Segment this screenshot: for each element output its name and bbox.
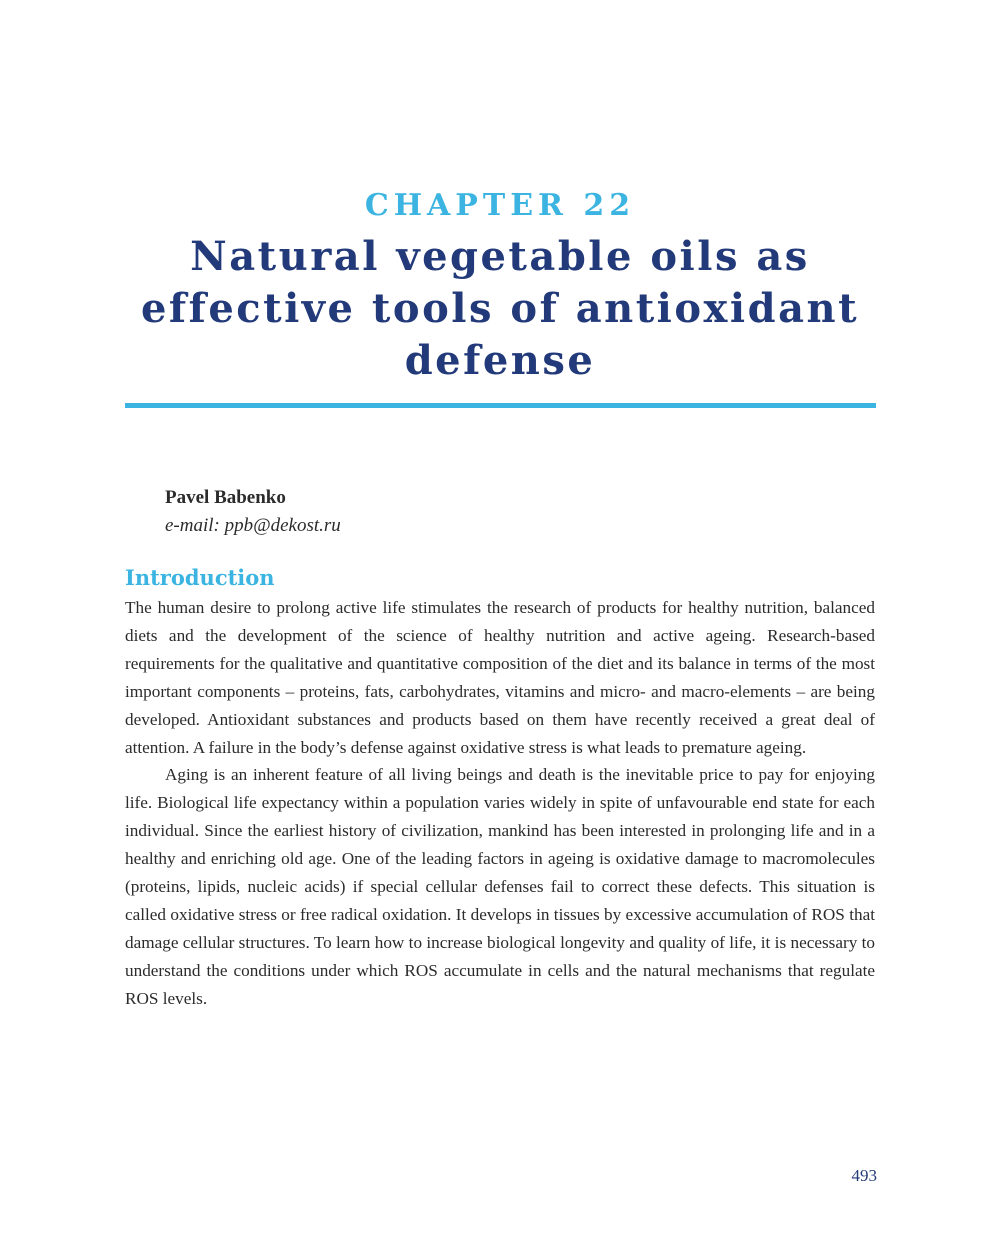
chapter-title: Natural vegetable oils as effective tools of antioxidant defense [140, 233, 860, 384]
author-email: e-mail: ppb@dekost.ru [165, 515, 341, 536]
title-divider [125, 403, 876, 408]
paragraph-2: Aging is an inherent feature of all living beings and death is the inevitable price to pay for enjoying life. Biological life expectancy within a population varies widely in spite of unfavourable end state for each individual. Since the earliest history of civilization, mankind has been interested in prolonging life and in a healthy and enriching old age. One of the leading factors in ageing is oxidative damage to macromolecules (proteins, lipids, nucleic acids) if special cellular defenses fail to correct these defects. This situation is called oxidative stress or free radical oxidation. It develops in tissues by excessive accumulation of ROS that damage cellular structures. To learn how to increase biological longevity and quality of life, it is necessary to understand the conditions under which ROS accumulate in cells and the natural mechanisms that regulate ROS levels. [125, 765, 875, 1008]
page-number: 493 [851, 1166, 877, 1185]
author-name: Pavel Babenko [165, 487, 286, 508]
paragraph-1: The human desire to prolong active life stimulates the research of products for healthy nutrition, balanced diets and the development of the science of healthy nutrition and active ageing. Research-based requirements for the qualitative and quantitative composition of the diet and its balance in terms of the most important components – proteins, fats, carbohydrates, vitamins and micro- and macro-elements – are being developed. Antioxidant substances and products based on them have recently received a great deal of attention. A failure in the body’s defense against oxidative stress is what leads to premature ageing. [125, 598, 875, 757]
section-heading: Introduction [125, 565, 275, 590]
chapter-label: CHAPTER 22 [364, 188, 636, 223]
chapter-header [125, 188, 875, 387]
author-block [165, 484, 341, 540]
body-text [125, 594, 875, 1013]
